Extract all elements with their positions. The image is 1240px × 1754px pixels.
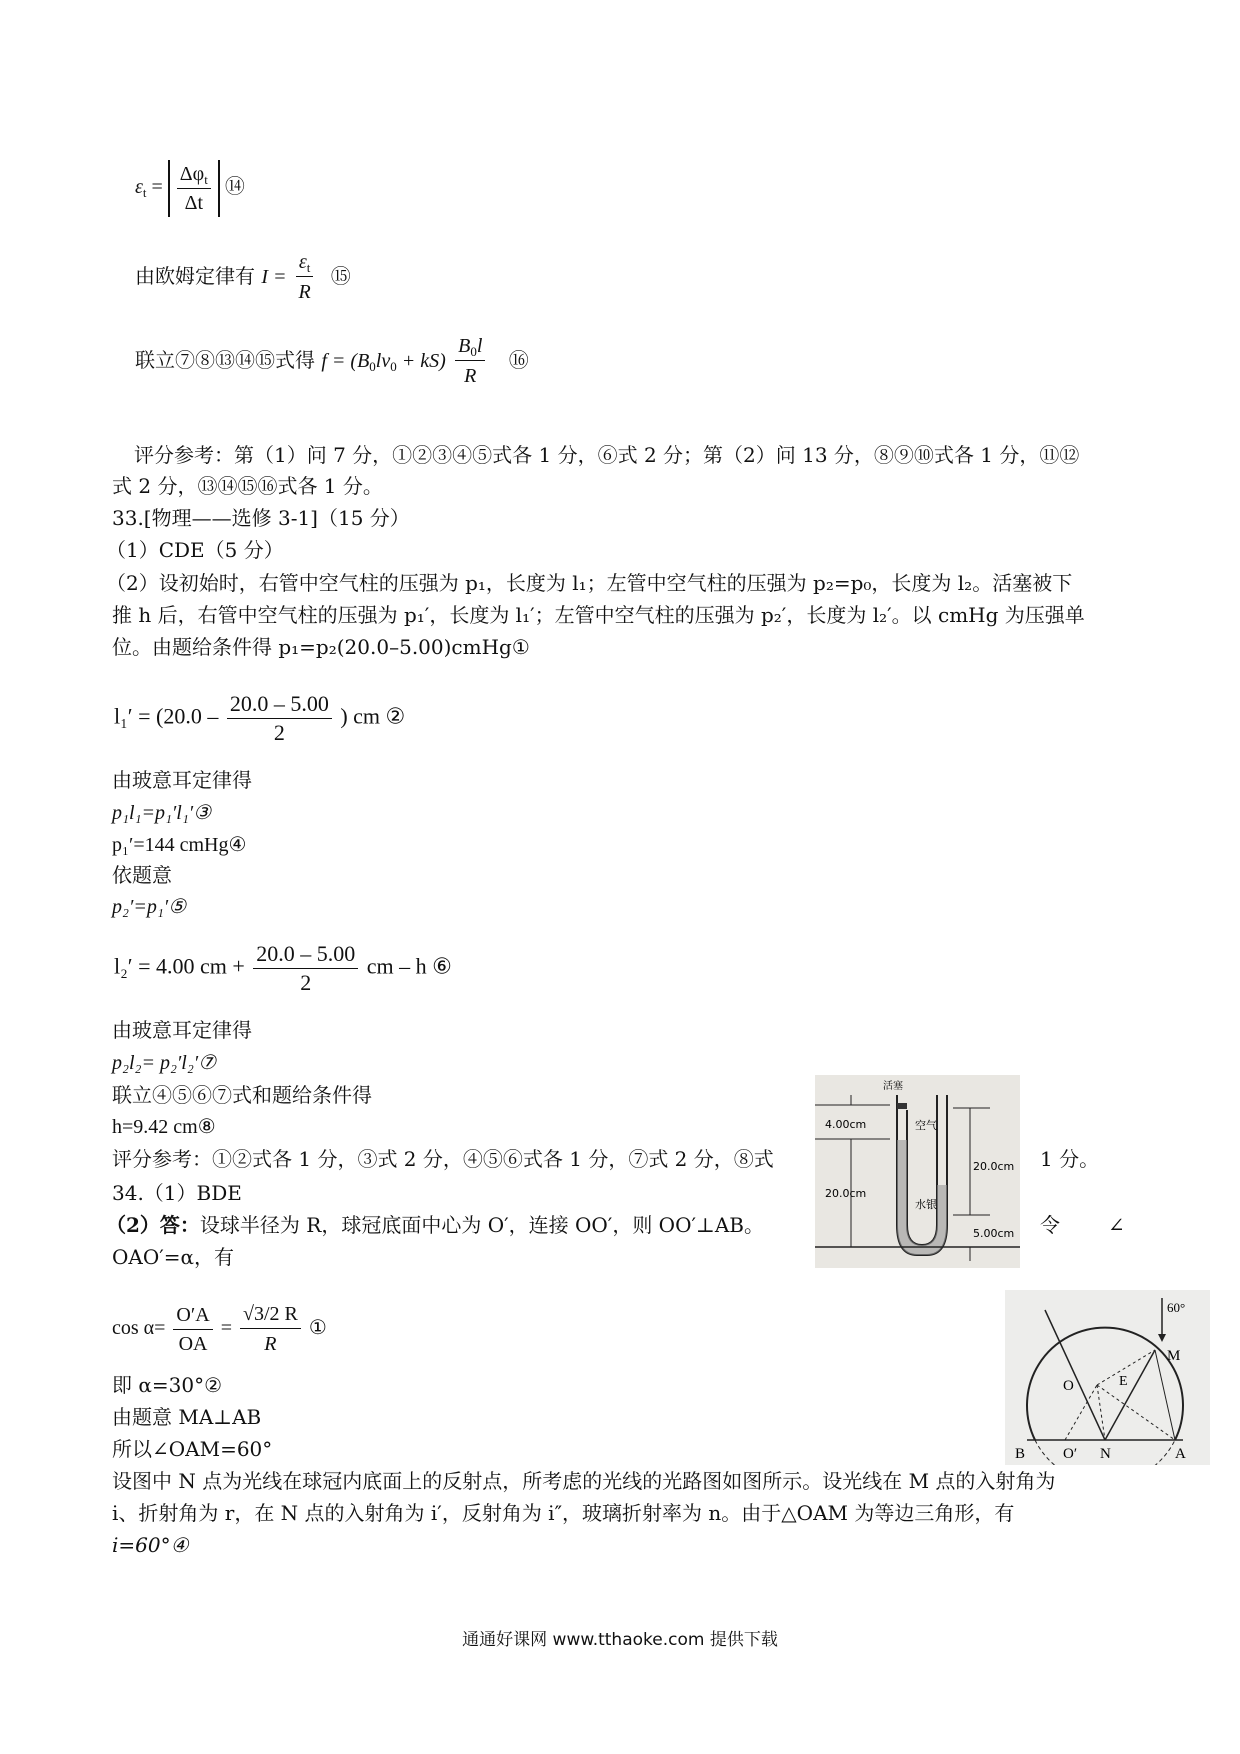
fig2-angle-60: 60° (1167, 1300, 1186, 1315)
eq16-num: B (458, 335, 471, 357)
equation-6 (114, 940, 452, 997)
boyle-law-1: 由玻意耳定律得 (112, 768, 252, 792)
eq2-rhs: ) cm ② (340, 703, 406, 729)
eq6-den: 2 (300, 970, 312, 995)
eq14-lhs-sub: t (142, 185, 147, 201)
oam-line: 所以∠OAM=60° (112, 1437, 273, 1461)
according-to-problem: 依题意 (112, 863, 172, 887)
score-line-1: 评分参考：第（1）问 7 分，①②③④⑤式各 1 分，⑥式 2 分；第（2）问 13 分，⑧⑨⑩式各 1 分，⑪⑫ (134, 443, 1080, 467)
para-last-line1: 设图中 N 点为光线在球冠内底面上的反射点，所考虑的光线的光路图如图所示。设光线在 M 点的入射角为 (112, 1469, 1056, 1493)
eq14-tag: ⑭ (224, 176, 245, 199)
eq14-num-sub: t (204, 172, 208, 187)
eq2-lhs: l₁′ = (20.0 – (114, 703, 219, 729)
score-2-right: 1 分。 (1040, 1147, 1100, 1171)
equation-2 (114, 690, 405, 747)
fig1-dim-5cm: 5.00cm (973, 1227, 1015, 1240)
combine-line: 联立④⑤⑥⑦式和题给条件得 (112, 1083, 372, 1107)
eq6-num: 20.0 – 5.00 (253, 940, 358, 969)
eq14-den: Δt (184, 192, 204, 214)
eq-cos-tag: ① (308, 1317, 327, 1340)
eq6-rhs: cm – h ⑥ (366, 953, 452, 979)
fig2-label-B: B (1015, 1446, 1026, 1462)
ma-ab-line: 由题意 MA⊥AB (112, 1405, 262, 1429)
eq14-lhs: ε (135, 176, 143, 199)
eq16-expr3: + kS) (396, 350, 446, 372)
eq-cos-equals: = (220, 1317, 232, 1340)
sphere-optics-figure (1005, 1290, 1210, 1465)
equation-14: $\varepsilon_t$ = $\frac{\Delta\varphi_t}{\Delta t}$ ⑭ (135, 160, 245, 217)
fig2-label-O: O (1063, 1378, 1074, 1394)
eq16-expr2: lv (375, 350, 391, 372)
fig2-label-M: M (1167, 1348, 1181, 1364)
eq6-lhs: l₂′ = 4.00 cm + (114, 953, 245, 979)
eq16-expr: f = (B (321, 350, 370, 372)
fig2-label-A: A (1175, 1446, 1186, 1462)
score-2-left: 评分参考：①②式各 1 分，③式 2 分，④⑤⑥式各 1 分，⑦式 2 分，⑧式 (112, 1147, 774, 1171)
equation-4: p₁′=144 cmHg④ (112, 834, 247, 856)
equation-16: 联立⑦⑧⑬⑭⑮式得 $f = (B_0lv_0 + kS)$ $\frac{B_0l}{R}$ ⑯ (135, 332, 529, 391)
eq15-num-sub: t (306, 260, 311, 275)
eq15-lhs: I = (261, 266, 287, 288)
q33-title: 33.[物理——选修 3-1]（15 分） (112, 506, 410, 530)
eq16-den: R (464, 365, 477, 387)
eq16-tag: ⑯ (508, 348, 529, 372)
para-last-line2: i、折射角为 r，在 N 点的入射角为 i′，反射角为 i″，玻璃折射率为 n。由于△OAM 为等边三角形，有 (112, 1501, 1015, 1525)
eq2-num: 20.0 – 5.00 (227, 690, 332, 719)
equation-5: p₂′=p₁′⑤ (112, 896, 187, 918)
eq15-tag: ⑮ (330, 264, 351, 288)
eq16-num2: l (476, 335, 483, 357)
page-footer: 通通好课网 www.tthaoke.com 提供下载 (462, 1630, 778, 1650)
eq14-num: Δφ (179, 163, 205, 185)
eq2-den: 2 (273, 720, 285, 745)
eq15-prefix: 由欧姆定律有 (135, 264, 255, 288)
eq16-prefix: 联立⑦⑧⑬⑭⑮式得 (135, 348, 315, 372)
fig1-air-label: 空气 (915, 1119, 937, 1132)
fig1-piston-label: 活塞 (883, 1081, 903, 1092)
q34-part2-tail1: 令 (1040, 1213, 1060, 1237)
equation-15 (135, 248, 351, 307)
q34-part2-line2: OAO′=α，有 (112, 1245, 235, 1269)
fig1-dim-20cm-right: 20.0cm (973, 1160, 1015, 1173)
q33-part2-line3: 位。由题给条件得 p₁=p₂(20.0–5.00)cmHg① (112, 635, 530, 659)
eq-cos-den1: OA (178, 1333, 208, 1355)
equation-7: p₂l₂= p₂′l₂′⑦ (112, 1052, 217, 1074)
equation-3: p₁l₁=p₁′l₁′③ (112, 802, 212, 824)
eq15-num: ε (298, 251, 307, 273)
eq-cos-num2: √3/2 R (240, 1300, 301, 1329)
eq-cos-num1: O′A (173, 1301, 212, 1330)
q33-part2-line1: （2）设初始时，右管中空气柱的压强为 p₁，长度为 l₁；左管中空气柱的压强为 p₂=p₀，长度为 l₂。活塞被下 (106, 571, 1073, 595)
fig2-label-O-prime: O′ (1063, 1446, 1078, 1462)
fig1-dim-20cm-left: 20.0cm (825, 1187, 867, 1200)
equation-i: i=60°④ (112, 1533, 189, 1557)
eq-cos-den2: R (264, 1333, 277, 1355)
eq15-den: R (298, 281, 311, 303)
fig2-label-N: N (1100, 1446, 1111, 1462)
boyle-law-2: 由玻意耳定律得 (112, 1018, 252, 1042)
alpha-line: 即 α=30°② (112, 1373, 222, 1397)
u-tube-figure (815, 1075, 1020, 1268)
fig1-dim-4cm: 4.00cm (825, 1118, 867, 1131)
eq-cos-lhs: cos α= (112, 1317, 166, 1340)
eq14-abs (168, 160, 220, 217)
equation-cos (112, 1300, 327, 1359)
fig1-mercury-label: 水银 (915, 1198, 937, 1211)
q34-answer-label: （2）答： (106, 1213, 200, 1237)
q34-part1: 34.（1）BDE (112, 1181, 242, 1205)
q34-part2-line1 (106, 1210, 764, 1240)
fig2-label-E: E (1119, 1374, 1128, 1389)
q33-part2-line2: 推 h 后，右管中空气柱的压强为 p₁′，长度为 l₁′；左管中空气柱的压强为 p₂′，长度为 l₂′。以 cmHg 为压强单 (112, 603, 1085, 627)
score-line-2: 式 2 分，⑬⑭⑮⑯式各 1 分。 (112, 474, 383, 498)
q34-part2-text: 设球半径为 R，球冠底面中心为 O′，连接 OO′，则 OO′⊥AB。 (199, 1213, 764, 1237)
equation-8: h=9.42 cm⑧ (112, 1116, 216, 1138)
q33-part1: （1）CDE（5 分） (106, 538, 284, 562)
q34-part2-tail2: ∠ (1108, 1213, 1125, 1237)
